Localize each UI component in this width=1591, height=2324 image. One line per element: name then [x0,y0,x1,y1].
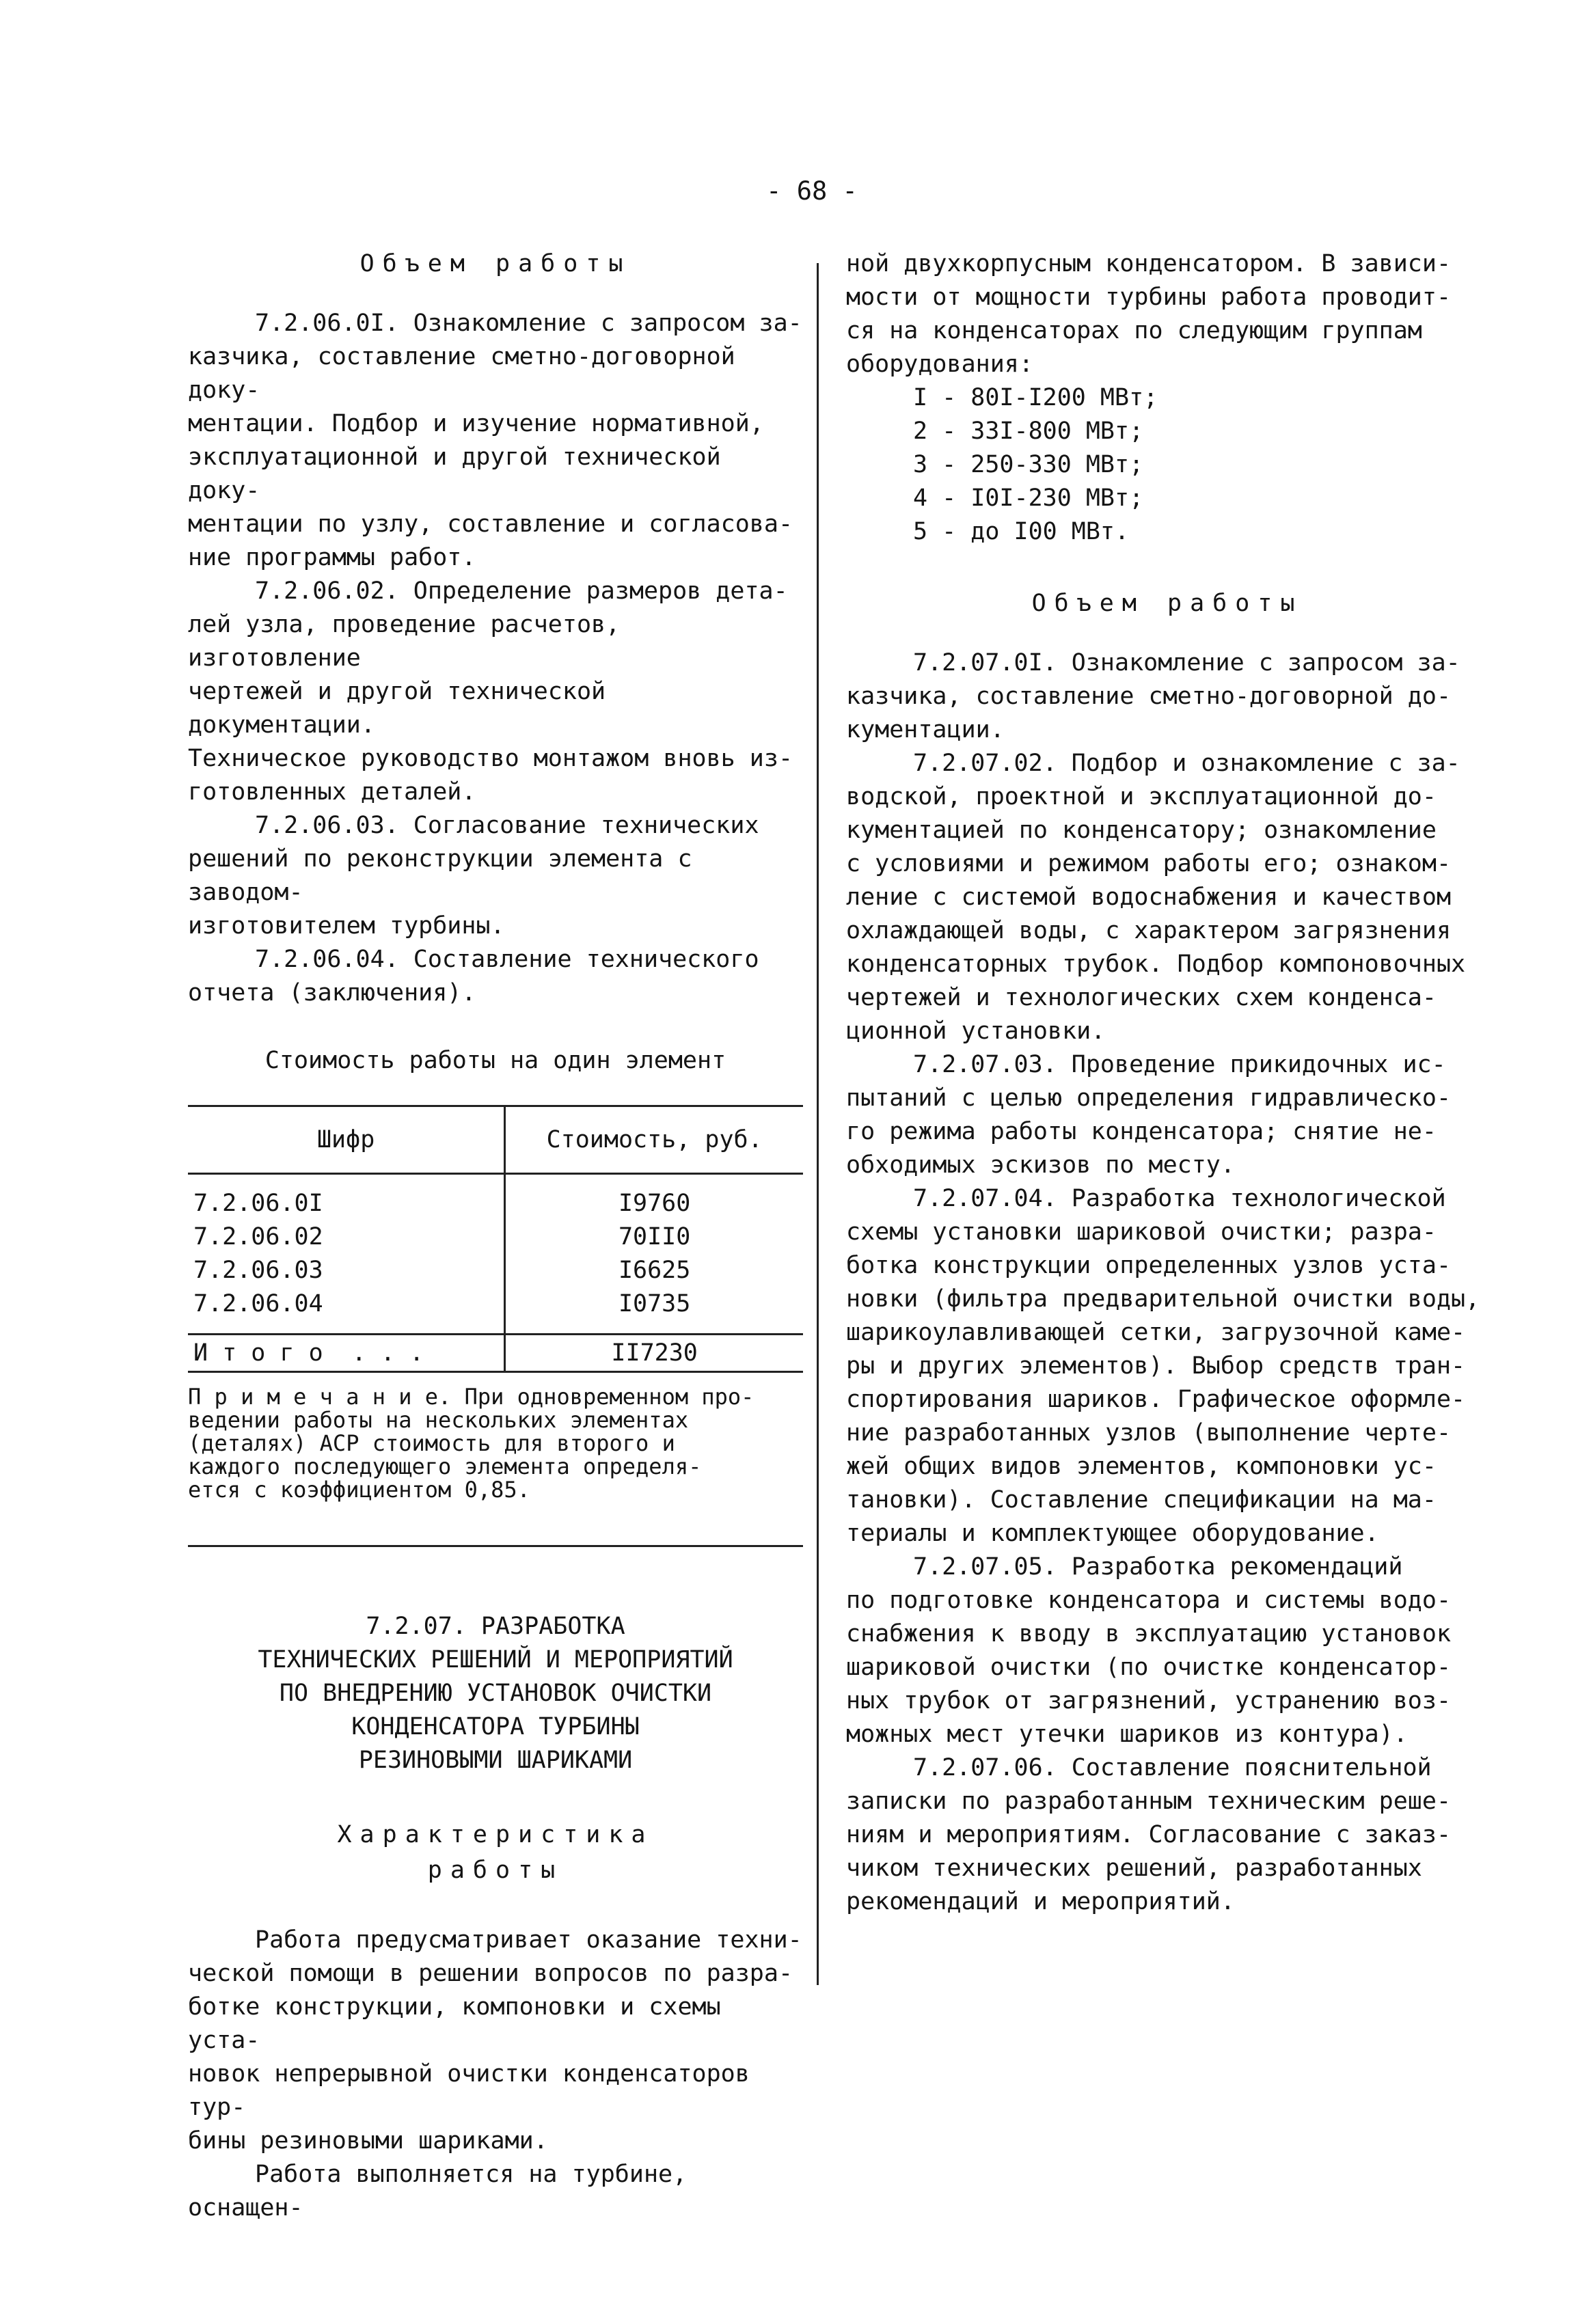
cell-code: 7.2.06.03 [188,1254,505,1287]
paragraph: 7.2.07.04. Разработка технологической схемы установки шариковой очистки; разра- ботка конструкции определенных узлов уста- новки (фильтра предварительной очистки воды, шарикоулавливающей сетки, загрузочной каме- ры и других элементов). Выбор средств тран- спортирования шариков. Графическое оформле- ние разработанных узлов (выполнение черте- жей общих видов элементов, компоновки ус- тановки). Составление спецификации на ма- териалы и комплектующее оборудование. [846,1185,1480,1547]
section-heading-scope: Объем работы [359,250,631,277]
cell-cost: I9760 [618,1190,691,1217]
paragraph: Работа выполняется на турбине, оснащен- [188,2161,688,2222]
total-label: И т о г о . . . [188,1335,505,1372]
cell-code: 7.2.06.02 [188,1220,505,1254]
cell-cost: 70II0 [618,1223,691,1250]
cost-table [188,1105,803,1373]
table-note: П р и м е ч а н и е. При одновременном про- ведении работы на нескольких элементах (деталях) АСР стоимость для второго и каждого последующего элемента определя- ется с коэффициентом 0,85. [188,1384,754,1503]
table-total-row [188,1335,803,1372]
table-header-row [188,1106,803,1174]
characteristics-paragraphs [188,1924,803,2225]
section-heading-characteristics: Характеристика работы [337,1821,654,1884]
paragraph: 7.2.07.02. Подбор и ознакомление с за- водской, проектной и эксплуатационной до- кументацией по конденсатору; ознакомление с условиями и режимом работы его; ознаком- ление с системой водоснабжения и качеством охлаждающей воды, с характером загрязнения конденсаторных трубок. Подбор компоновочных чертежей и технологических схем конденса- ционной установки. [846,750,1466,1045]
left-column [188,247,803,2225]
paragraph: 7.2.07.06. Составление пояснительной записки по разработанным техническим реше- ниям и мероприятиям. Согласование с заказ- чиком технических решений, разработанных рекомендаций и мероприятий. [846,1754,1452,1915]
section-title: 7.2.07. РАЗРАБОТКА ТЕХНИЧЕСКИХ РЕШЕНИЙ И МЕРОПРИЯТИЙ ПО ВНЕДРЕНИЮ УСТАНОВОК ОЧИСТКИ КОНДЕНСАТОРА ТУРБИНЫ РЕЗИНОВЫМИ ШАРИКАМИ [258,1613,733,1774]
table-row [188,1254,803,1287]
scope-paragraphs [188,307,803,1010]
right-column [846,247,1488,1919]
paragraph: 7.2.07.03. Проведение прикидочных ис- пытаний с целью определения гидравлическо- го режима работы конденсатора; снятие не- обходимых эскизов по месту. [846,1051,1452,1179]
continuation-paragraph: ной двухкорпусным конденсатором. В зависи- мости от мощности турбины работа проводит- ся на конденсаторах по следующим группам оборудования: [846,250,1452,378]
table-row [188,1287,803,1335]
paragraph: 7.2.07.0I. Ознакомление с запросом за- казчика, составление сметно-договорной до- кументации. [846,649,1460,743]
section-heading-scope: Объем работы [1031,590,1303,617]
cell-code: 7.2.06.0I [188,1174,505,1221]
table-caption: Стоимость работы на один элемент [264,1047,726,1074]
cell-code: 7.2.06.04 [188,1287,505,1335]
paragraph: 7.2.06.02. Определение размеров дета- лей узла, проведение расчетов, изготовление чертежей и другой технической документации. Техническое руководство монтажом вновь из- готовленных деталей. [188,577,793,806]
paragraph: Работа предусматривает оказание техни- ческой помощи в решении вопросов по разра- ботке конструкции, компоновки и схемы уста- новок непрерывной очистки конденсаторов тур- бины резиновыми шариками. [188,1926,802,2155]
page-number: - 68 - [766,176,858,206]
paragraph: 7.2.06.03. Согласование технических решений по реконструкции элемента с заводом- изготовителем турбины. [188,812,759,940]
paragraph: 7.2.06.04. Составление технического отчета (заключения). [188,946,759,1007]
cell-cost: I6625 [618,1257,691,1284]
scope-paragraphs [846,646,1488,1919]
paragraph: 7.2.07.05. Разработка рекомендаций по подготовке конденсатора и системы водо- снабжения к вводу в эксплуатацию установок шариковой очистки (по очистке конденсатор- ных трубок от загрязнений, устранению воз- можных мест утечки шариков из контура). [846,1553,1452,1748]
column-divider [817,263,819,1985]
column-header-cost: Стоимость, руб. [546,1125,763,1153]
paragraph: 7.2.06.0I. Ознакомление с запросом за- казчика, составление сметно-договорной доку- ментации. Подбор и изучение нормативной, эксплуатационной и другой технической доку- ментации по узлу, составление и согласова- ние программы работ. [188,310,802,571]
total-value: II7230 [611,1339,698,1367]
column-header-code: Шифр [188,1106,505,1174]
horizontal-divider [188,1545,803,1547]
table-row [188,1174,803,1221]
equipment-groups-list: I - 80I-I200 МВт; 2 - 33I-800 МВт; 3 - 250-330 МВт; 4 - I0I-230 МВт; 5 - до I00 МВт. [913,384,1158,545]
cell-cost: I0735 [618,1290,691,1317]
table-row [188,1220,803,1254]
